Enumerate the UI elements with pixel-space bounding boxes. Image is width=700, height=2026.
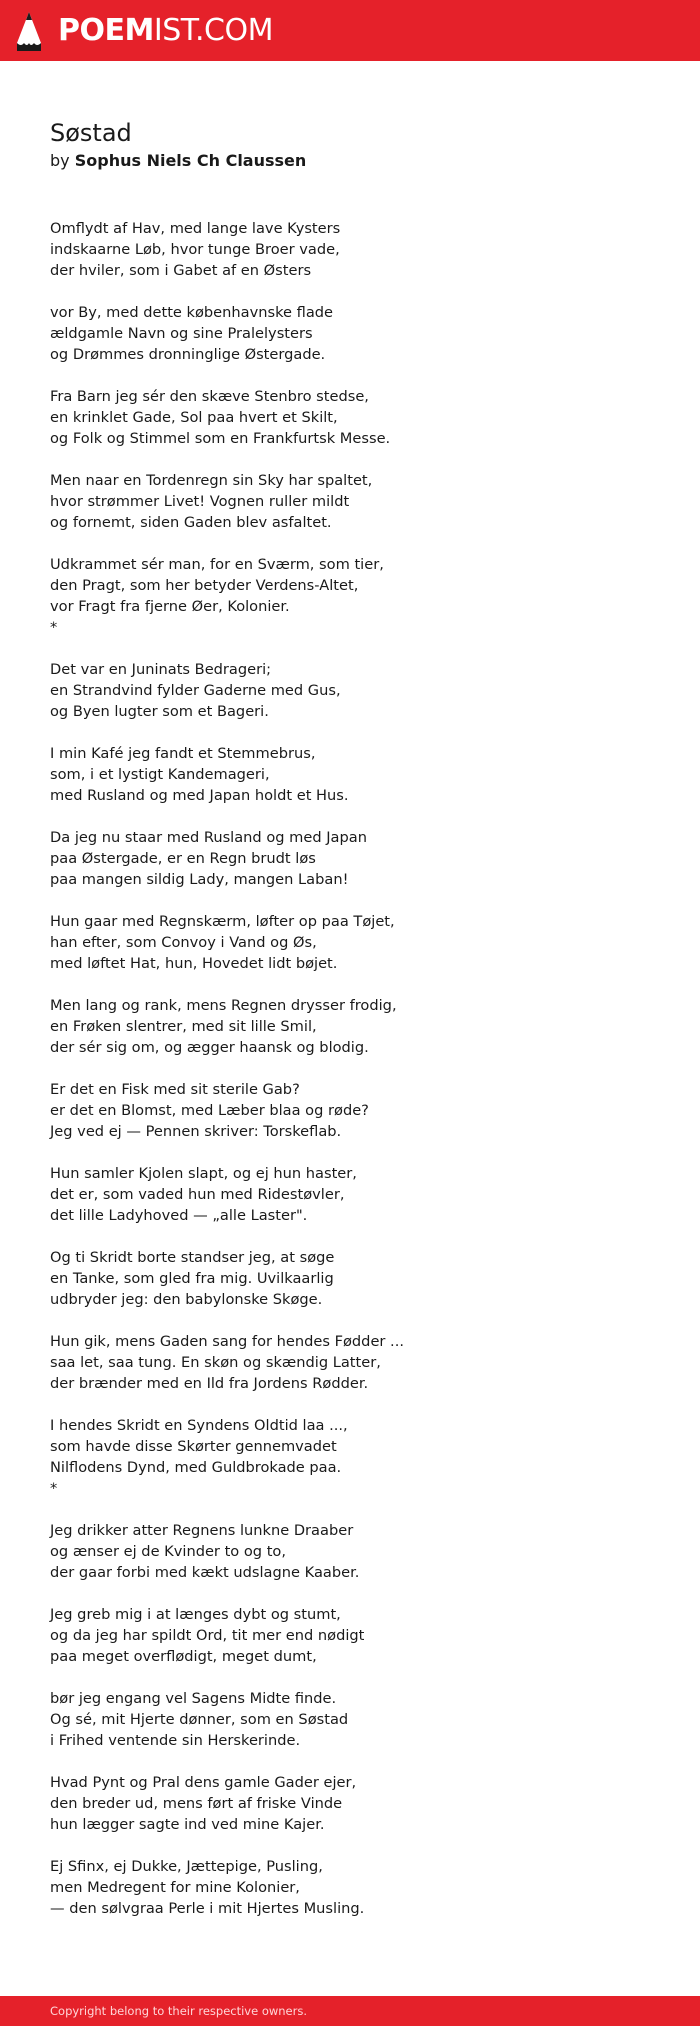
poem-line: der gaar forbi med kækt udslagne Kaaber. — [50, 1564, 360, 1581]
poem-line: og Drømmes dronninglige Østergade. — [50, 346, 326, 363]
poem-line: hun lægger sagte ind ved mine Kajer. — [50, 1816, 325, 1833]
poem-line: Og ti Skridt borte standser jeg, at søge — [50, 1249, 335, 1266]
poem-line: en Strandvind fylder Gaderne med Gus, — [50, 682, 341, 699]
poem-body — [50, 218, 650, 1940]
poem-line: han efter, som Convoy i Vand og Øs, — [50, 934, 317, 951]
poem-line: og fornemt, siden Gaden blev asfaltet. — [50, 514, 332, 531]
poem-line: * — [50, 619, 58, 636]
logo-wordmark-light: IST.COM — [153, 12, 273, 48]
byline-label: by — [50, 151, 70, 170]
poem-line: det er, som vaded hun med Ridestøvler, — [50, 1186, 345, 1203]
site-logo[interactable] — [16, 0, 273, 61]
poem-line: det lille Ladyhoved — „alle Laster". — [50, 1207, 308, 1224]
poem-line: paa mangen sildig Lady, mangen Laban! — [50, 871, 349, 888]
poem-line: og da jeg har spildt Ord, tit mer end nødigt — [50, 1627, 365, 1644]
stanza — [50, 1604, 650, 1667]
stanza — [50, 911, 650, 974]
poem-line: med Rusland og med Japan holdt et Hus. — [50, 787, 349, 804]
poem-line: der sér sig om, og ægger haansk og blodig. — [50, 1039, 369, 1056]
copyright-notice: Copyright belong to their respective owners. — [50, 2004, 308, 2018]
poem-line: hvor strømmer Livet! Vognen ruller mildt — [50, 493, 350, 510]
pencil-tip-icon — [16, 11, 42, 51]
poem-line: Jeg greb mig i at længes dybt og stumt, — [50, 1606, 341, 1623]
stanza — [50, 302, 650, 365]
poem-line: Det var en Juninats Bedrageri; — [50, 661, 272, 678]
stanza — [50, 1688, 650, 1751]
poem-line: ældgamle Navn og sine Pralelysters — [50, 325, 313, 342]
poem-line: indskaarne Løb, hvor tunge Broer vade, — [50, 241, 340, 258]
stanza — [50, 1856, 650, 1919]
stanza — [50, 470, 650, 533]
poem-byline — [50, 150, 650, 172]
stanza — [50, 1247, 650, 1310]
poem-line: Hun gik, mens Gaden sang for hendes Fødder ... — [50, 1333, 404, 1350]
stanza — [50, 1331, 650, 1394]
site-footer — [0, 1996, 700, 2026]
poem-line: Udkrammet sér man, for en Sværm, som tier, — [50, 556, 384, 573]
poem-line: Og sé, mit Hjerte dønner, som en Søstad — [50, 1711, 349, 1728]
poem-line: Nilflodens Dynd, med Guldbrokade paa. — [50, 1459, 342, 1476]
poem-line: en Frøken slentrer, med sit lille Smil, — [50, 1018, 317, 1035]
poem-line: bør jeg engang vel Sagens Midte finde. — [50, 1690, 337, 1707]
site-header — [0, 0, 700, 61]
poem-line: Jeg ved ej — Pennen skriver: Torskeflab. — [50, 1123, 342, 1140]
poem-line: I min Kafé jeg fandt et Stemmebrus, — [50, 745, 316, 762]
poem-line: Da jeg nu staar med Rusland og med Japan — [50, 829, 367, 846]
stanza — [50, 386, 650, 449]
poem-line: * — [50, 1480, 58, 1497]
stanza — [50, 1520, 650, 1583]
poem-line: vor Fragt fra fjerne Øer, Kolonier. — [50, 598, 290, 615]
poem-line: men Medregent for mine Kolonier, — [50, 1879, 300, 1896]
poem-line: en krinklet Gade, Sol paa hvert et Skilt, — [50, 409, 338, 426]
poem-line: Ej Sfinx, ej Dukke, Jættepige, Pusling, — [50, 1858, 323, 1875]
poem-line: som, i et lystigt Kandemageri, — [50, 766, 270, 783]
poem-line: paa meget overflødigt, meget dumt, — [50, 1648, 317, 1665]
stanza — [50, 995, 650, 1058]
stanza — [50, 827, 650, 890]
poem-line: den Pragt, som her betyder Verdens-Altet, — [50, 577, 359, 594]
poem-header — [50, 118, 650, 172]
poem-line: og ænser ej de Kvinder to og to, — [50, 1543, 286, 1560]
poem-line: vor By, med dette københavnske flade — [50, 304, 334, 321]
poem-line: en Tanke, som gled fra mig. Uvilkaarlig — [50, 1270, 334, 1287]
poem-title: Søstad — [50, 119, 132, 147]
poem-line: Fra Barn jeg sér den skæve Stenbro stedse, — [50, 388, 369, 405]
author-name[interactable]: Sophus Niels Ch Claussen — [74, 151, 307, 170]
stanza — [50, 1163, 650, 1226]
poem-line: Hun samler Kjolen slapt, og ej hun haster, — [50, 1165, 357, 1182]
stanza — [50, 659, 650, 722]
logo-wordmark — [58, 12, 273, 48]
poem-line: der brænder med en Ild fra Jordens Rødder. — [50, 1375, 369, 1392]
poem-line: og Byen lugter som et Bageri. — [50, 703, 269, 720]
stanza — [50, 1415, 650, 1499]
poem-line: — den sølvgraa Perle i mit Hjertes Musling. — [50, 1900, 365, 1917]
poem-line: Jeg drikker atter Regnens lunkne Draaber — [50, 1522, 354, 1539]
poem-line: og Folk og Stimmel som en Frankfurtsk Messe. — [50, 430, 391, 447]
stanza — [50, 218, 650, 281]
poem-line: saa let, saa tung. En skøn og skændig Latter, — [50, 1354, 381, 1371]
poem-line: Men naar en Tordenregn sin Sky har spaltet, — [50, 472, 373, 489]
poem-line: Er det en Fisk med sit sterile Gab? — [50, 1081, 300, 1098]
poem-line: den breder ud, mens ført af friske Vinde — [50, 1795, 343, 1812]
stanza — [50, 1772, 650, 1835]
poem-line: Hvad Pynt og Pral dens gamle Gader ejer, — [50, 1774, 357, 1791]
stanza — [50, 1079, 650, 1142]
poem-line: Hun gaar med Regnskærm, løfter op paa Tøjet, — [50, 913, 395, 930]
poem-line: udbryder jeg: den babylonske Skøge. — [50, 1291, 323, 1308]
poem-line: paa Østergade, er en Regn brudt løs — [50, 850, 316, 867]
poem-line: i Frihed ventende sin Herskerinde. — [50, 1732, 301, 1749]
poem-line: der hviler, som i Gabet af en Østers — [50, 262, 312, 279]
stanza — [50, 743, 650, 806]
poem-line: som havde disse Skørter gennemvadet — [50, 1438, 337, 1455]
poem-line: Men lang og rank, mens Regnen drysser frodig, — [50, 997, 397, 1014]
logo-wordmark-bold: POEM — [58, 12, 154, 48]
poem-line: med løftet Hat, hun, Hovedet lidt bøjet. — [50, 955, 338, 972]
poem-line: er det en Blomst, med Læber blaa og røde? — [50, 1102, 369, 1119]
poem-line: I hendes Skridt en Syndens Oldtid laa ..., — [50, 1417, 348, 1434]
stanza — [50, 554, 650, 638]
poem-line: Omflydt af Hav, med lange lave Kysters — [50, 220, 341, 237]
